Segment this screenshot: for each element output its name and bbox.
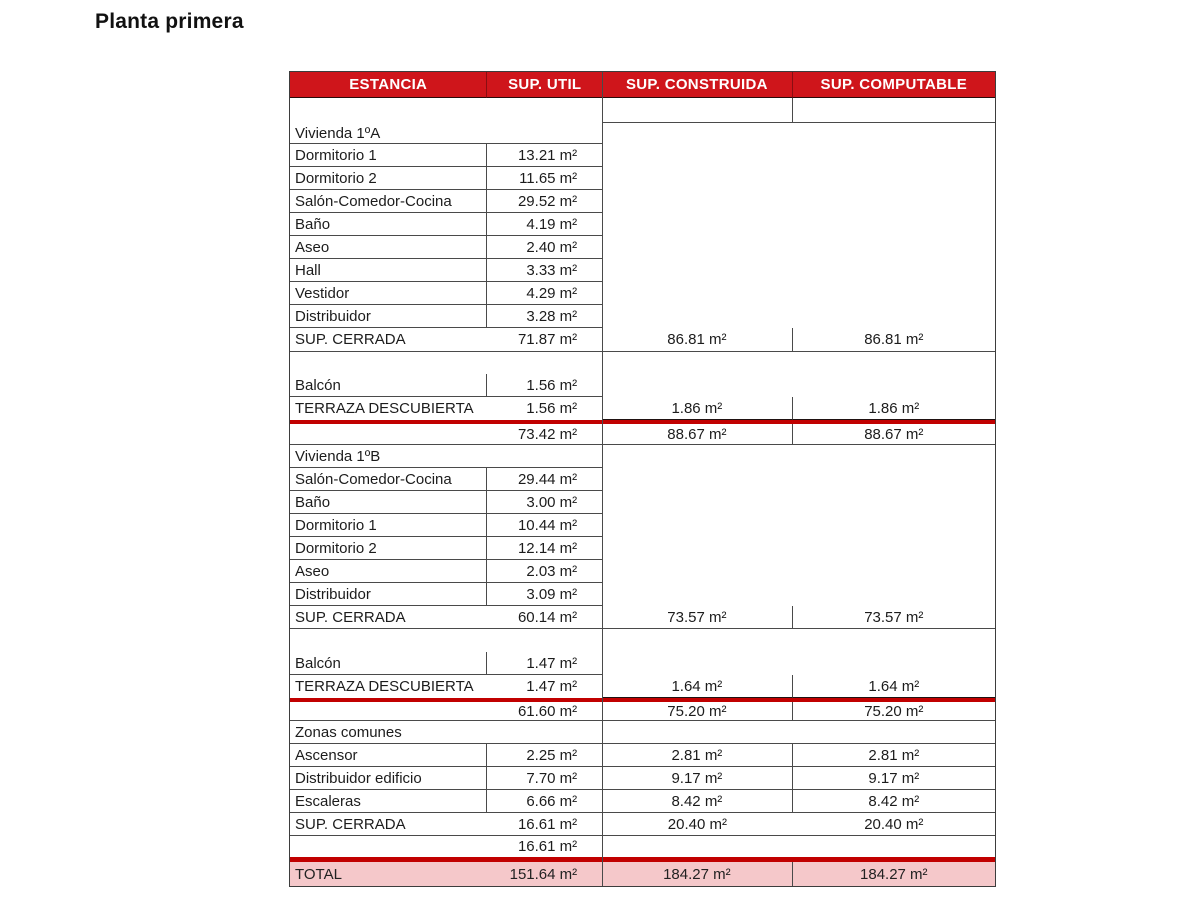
cell-estancia: Salón-Comedor-Cocina — [290, 468, 487, 491]
cell-estancia: Distribuidor — [290, 305, 487, 328]
cell-empty — [602, 491, 995, 514]
cell-sup-util: 2.25 m² — [487, 744, 602, 767]
table-row-item — [290, 190, 995, 213]
section-row-vivienda — [290, 445, 995, 468]
cell-estancia-util-merged: SUP. CERRADA 71.87 m² — [290, 328, 602, 352]
column-header-sup-util: SUP. UTIL — [487, 72, 602, 98]
page-title: Planta primera — [95, 10, 244, 33]
cell-empty-computable — [793, 98, 995, 123]
cell-sup-util: 10.44 m² — [487, 514, 602, 537]
table-row-item — [290, 236, 995, 259]
cell-estancia: Ascensor — [290, 744, 487, 767]
table-row-item — [290, 144, 995, 167]
section-label: Vivienda 1ºB — [290, 445, 602, 468]
cell-sup-construida: 9.17 m² — [602, 767, 792, 790]
cell-sup-computable: 75.20 m² — [793, 702, 995, 721]
table-row-item — [290, 374, 995, 397]
table-row-item — [290, 282, 995, 305]
cell-estancia: Baño — [290, 491, 487, 514]
cell-empty — [602, 213, 995, 236]
table-row-item — [290, 259, 995, 282]
cell-empty — [602, 445, 995, 468]
cell-empty — [602, 721, 995, 744]
table-row-sup-cerrada — [290, 813, 995, 836]
cell-sup-util: 1.47 m² — [487, 652, 602, 675]
cell-estancia: Balcón — [290, 374, 487, 397]
cell-estancia: Hall — [290, 259, 487, 282]
cell-empty — [290, 98, 602, 123]
cell-sup-construida: 88.67 m² — [602, 424, 792, 445]
cell-sup-construida: 8.42 m² — [602, 790, 792, 813]
cell-sup-util: 12.14 m² — [487, 537, 602, 560]
table-mid-divider — [602, 72, 603, 886]
cell-sup-util: 1.56 m² — [487, 374, 602, 397]
cell-empty — [602, 652, 995, 675]
table-row-subtotal — [290, 702, 995, 721]
cell-sup-util: 3.28 m² — [487, 305, 602, 328]
cell-sup-construida-total: 184.27 m² — [602, 862, 792, 886]
spacer-row — [290, 352, 995, 374]
cell-sup-util-subtotal: 61.60 m² — [290, 702, 602, 721]
cell-empty — [602, 190, 995, 213]
cell-estancia: Dormitorio 2 — [290, 537, 487, 560]
section-label: Vivienda 1ºA — [290, 123, 602, 144]
cell-sup-computable: 8.42 m² — [793, 790, 995, 813]
table-row-item — [290, 213, 995, 236]
section-row-zonas — [290, 721, 995, 744]
cell-empty — [602, 468, 995, 491]
cell-estancia-util-merged: SUP. CERRADA 16.61 m² — [290, 813, 602, 836]
cell-sup-construida: 2.81 m² — [602, 744, 792, 767]
table-row-item — [290, 652, 995, 675]
table-row-terraza — [290, 675, 995, 698]
cell-sup-util: 3.00 m² — [487, 491, 602, 514]
cell-sup-util: 29.44 m² — [487, 468, 602, 491]
table-row-item — [290, 468, 995, 491]
cell-sup-util: 3.09 m² — [487, 583, 602, 606]
cell-sup-computable: 1.64 m² — [793, 675, 995, 698]
spacer-row — [290, 629, 995, 652]
cell-sup-computable: 88.67 m² — [793, 424, 995, 445]
cell-sup-util: 7.70 m² — [487, 767, 602, 790]
cell-sup-util: 4.19 m² — [487, 213, 602, 236]
cell-estancia: Distribuidor edificio — [290, 767, 487, 790]
cell-sup-util-subtotal: 16.61 m² — [517, 838, 578, 855]
cell-empty — [602, 123, 995, 144]
table-rows-container — [290, 72, 995, 886]
column-header-sup-construida: SUP. CONSTRUIDA — [602, 72, 792, 98]
cell-empty — [602, 560, 995, 583]
cell-sup-computable: 20.40 m² — [793, 813, 995, 836]
column-header-estancia: ESTANCIA — [290, 72, 487, 98]
cell-sup-util-subtotal: 73.42 m² — [290, 424, 602, 445]
cell-estancia: Balcón — [290, 652, 487, 675]
cell-estancia-util-merged: TERRAZA DESCUBIERTA 1.47 m² — [295, 678, 578, 695]
cell-estancia: Aseo — [290, 560, 487, 583]
cell-empty — [602, 374, 995, 397]
cell-sup-construida: 75.20 m² — [602, 702, 792, 721]
cell-estancia: Vestidor — [290, 282, 487, 305]
table-row-item — [290, 583, 995, 606]
cell-estancia: Baño — [290, 213, 487, 236]
cell-empty — [602, 537, 995, 560]
cell-estancia: Salón-Comedor-Cocina — [290, 190, 487, 213]
cell-sup-util: 13.21 m² — [487, 144, 602, 167]
cell-sup-util: 6.66 m² — [487, 790, 602, 813]
cell-sup-util: 3.33 m² — [487, 259, 602, 282]
table-row-item — [290, 305, 995, 328]
cell-sup-computable: 86.81 m² — [793, 328, 995, 352]
column-header-sup-computable: SUP. COMPUTABLE — [793, 72, 995, 98]
cell-empty — [602, 167, 995, 190]
cell-empty — [602, 583, 995, 606]
cell-estancia: Aseo — [290, 236, 487, 259]
cell-sup-computable: 9.17 m² — [793, 767, 995, 790]
cell-sup-computable-total: 184.27 m² — [860, 865, 928, 883]
cell-sup-construida: 1.86 m² — [602, 397, 792, 420]
cell-empty — [602, 305, 995, 328]
cell-sup-computable: 73.57 m² — [793, 606, 995, 629]
cell-sup-construida: 73.57 m² — [602, 606, 792, 629]
cell-empty-construida — [602, 98, 792, 123]
cell-sup-util: 2.03 m² — [487, 560, 602, 583]
table-row-sup-cerrada — [290, 328, 995, 352]
table-row-item — [290, 167, 995, 190]
area-table — [289, 71, 996, 887]
cell-empty — [602, 236, 995, 259]
cell-sup-util: 2.40 m² — [487, 236, 602, 259]
table-row-total — [290, 862, 995, 886]
cell-sup-construida: 20.40 m² — [602, 813, 792, 836]
cell-sup-construida: 86.81 m² — [602, 328, 792, 352]
cell-estancia-util-merged: TERRAZA DESCUBIERTA 1.56 m² — [295, 400, 578, 417]
cell-estancia: Dormitorio 1 — [290, 514, 487, 537]
table-row-item — [290, 514, 995, 537]
cell-estancia: Dormitorio 2 — [290, 167, 487, 190]
cell-empty — [602, 282, 995, 305]
table-row-sup-cerrada — [290, 606, 995, 629]
cell-empty — [602, 836, 995, 857]
cell-sup-construida: 1.64 m² — [602, 675, 792, 698]
table-row-item — [290, 790, 995, 813]
spacer-row-right-bordered — [290, 98, 995, 123]
cell-estancia-util-merged: SUP. CERRADA 60.14 m² — [290, 606, 602, 629]
cell-total-label-value: TOTAL 151.64 m² — [295, 865, 578, 883]
section-row-vivienda — [290, 123, 995, 144]
cell-empty — [602, 144, 995, 167]
cell-sup-util: 11.65 m² — [487, 167, 602, 190]
table-row-item — [290, 537, 995, 560]
cell-sup-computable: 2.81 m² — [793, 744, 995, 767]
section-label: Zonas comunes — [290, 721, 602, 744]
table-header-row — [290, 72, 995, 98]
table-row-subtotal — [290, 424, 995, 445]
table-row-item — [290, 560, 995, 583]
cell-sup-computable: 1.86 m² — [793, 397, 995, 420]
cell-empty — [602, 259, 995, 282]
table-row-item — [290, 744, 995, 767]
cell-estancia: Dormitorio 1 — [290, 144, 487, 167]
table-row-item — [290, 491, 995, 514]
table-row-subtotal-left — [290, 836, 995, 857]
cell-estancia: Escaleras — [290, 790, 487, 813]
cell-empty — [602, 514, 995, 537]
table-row-item — [290, 767, 995, 790]
cell-sup-util: 29.52 m² — [487, 190, 602, 213]
table-row-terraza — [290, 397, 995, 420]
cell-sup-util: 4.29 m² — [487, 282, 602, 305]
cell-estancia: Distribuidor — [290, 583, 487, 606]
